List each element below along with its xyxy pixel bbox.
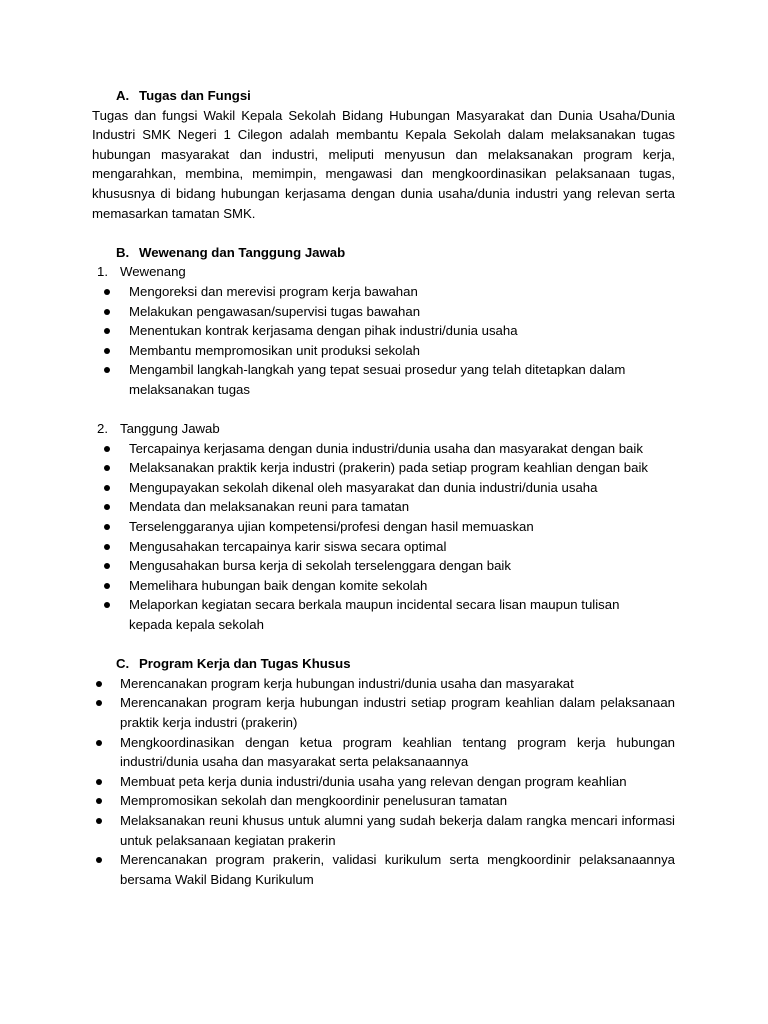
wewenang-number: 1. xyxy=(97,264,108,280)
bullet-icon xyxy=(96,798,102,804)
list-item xyxy=(92,733,675,772)
list-item-text: Terselenggaranya ujian kompetensi/profesi dengan hasil memuaskan xyxy=(129,519,534,535)
spacer xyxy=(92,400,675,420)
tanggung-jawab-heading xyxy=(92,419,675,439)
list-item-text: Tercapainya kerjasama dengan dunia industri/dunia usaha dan masyarakat dengan baik xyxy=(129,440,643,456)
bullet-icon xyxy=(96,857,102,863)
bullet-icon xyxy=(104,544,110,550)
bullet-icon xyxy=(104,328,110,334)
bullet-icon xyxy=(104,524,110,530)
list-item-text: Membuat peta kerja dunia industri/dunia usaha yang relevan dengan program keahlian xyxy=(120,773,627,789)
list-item xyxy=(92,850,675,889)
list-item xyxy=(92,497,655,517)
list-item-text: Mengusahakan bursa kerja di sekolah terselenggara dengan baik xyxy=(129,558,511,574)
list-item-text: Merencanakan program kerja hubungan industri setiap program keahlian dalam pelaksanaan praktik kerja industri (prakerin) xyxy=(120,695,675,730)
list-item-text: Melaksanakan reuni khusus untuk alumni yang sudah bekerja dalam rangka mencari informasi untuk pelaksanaan kegiatan prakerin xyxy=(120,812,675,848)
bullet-icon xyxy=(96,740,102,746)
list-item-text: Melaksanakan praktik kerja industri (prakerin) pada setiap program keahlian dengan baik xyxy=(129,460,648,476)
list-item xyxy=(92,772,675,792)
list-item xyxy=(92,282,675,302)
list-item-text: Mempromosikan sekolah dan mengkoordinir penelusuran tamatan xyxy=(120,793,508,809)
bullet-icon xyxy=(104,446,110,452)
bullet-icon xyxy=(104,289,110,295)
bullet-icon xyxy=(96,818,102,824)
list-item xyxy=(92,302,675,322)
section-a-title: Tugas dan Fungsi xyxy=(139,88,251,103)
bullet-icon xyxy=(96,700,102,706)
section-a-letter: A. xyxy=(116,88,130,103)
list-item-text: Merencanakan program kerja hubungan industri/dunia usaha dan masyarakat xyxy=(120,675,574,691)
bullet-icon xyxy=(104,583,110,589)
list-item-text: Mengambil langkah-langkah yang tepat sesuai prosedur yang telah ditetapkan dalam melaksanakan tugas xyxy=(129,362,626,397)
list-item-text: Merencanakan program prakerin, validasi kurikulum serta mengkoordinir pelaksanaannya bersama Wakil Bidang Kurikulum xyxy=(120,852,675,887)
list-item-text: Menentukan kontrak kerjasama dengan pihak industri/dunia usaha xyxy=(129,323,518,339)
list-item xyxy=(92,341,675,361)
tanggung-jawab-number: 2. xyxy=(97,421,108,437)
bullet-icon xyxy=(96,681,102,687)
list-item xyxy=(92,478,655,498)
wewenang-list xyxy=(92,282,675,400)
spacer xyxy=(92,635,675,655)
spacer xyxy=(92,223,675,243)
section-a-paragraph: Tugas dan fungsi Wakil Kepala Sekolah Bidang Hubungan Masyarakat dan Dunia Usaha/Dunia Industri SMK Negeri 1 Cilegon adalah membantu Kepala Sekolah dalam melaksanakan tugas hubungan masyarakat dan industri, meliputi menyusun dan melaksanakan program kerja, mengarahkan, membina, memimpin, mengawasi dan mengkoordinasikan pelaksanaan tugas, khususnya di bidang hubungan kerjasama dengan dunia usaha/dunia industri yang relevan serta memasarkan tamatan SMK. xyxy=(92,107,675,221)
list-item xyxy=(92,791,675,811)
tanggung-jawab-list xyxy=(92,439,675,635)
list-item-text: Mengupayakan sekolah dikenal oleh masyarakat dan dunia industri/dunia usaha xyxy=(129,479,598,495)
list-item xyxy=(92,693,675,732)
bullet-icon xyxy=(96,779,102,785)
list-item xyxy=(92,517,655,537)
section-b-heading xyxy=(92,243,675,263)
tanggung-jawab-title: Tanggung Jawab xyxy=(120,421,220,437)
wewenang-heading xyxy=(92,262,675,282)
list-item xyxy=(92,811,675,850)
bullet-icon xyxy=(104,367,110,373)
list-item-text: Melaporkan kegiatan secara berkala maupun incidental secara lisan maupun tulisan kepada kepala sekolah xyxy=(129,597,620,633)
list-item-text: Melakukan pengawasan/supervisi tugas bawahan xyxy=(129,303,421,319)
bullet-icon xyxy=(104,465,110,471)
bullet-icon xyxy=(104,309,110,315)
wewenang-title: Wewenang xyxy=(120,264,186,280)
list-item xyxy=(92,595,655,634)
section-c-title: Program Kerja dan Tugas Khusus xyxy=(139,656,351,672)
program-kerja-list xyxy=(92,674,675,890)
document-page xyxy=(92,86,675,889)
bullet-icon xyxy=(104,485,110,491)
list-item xyxy=(92,576,655,596)
list-item-text: Membantu mempromosikan unit produksi sekolah xyxy=(129,342,420,358)
section-c-heading xyxy=(92,654,675,674)
list-item xyxy=(92,556,655,576)
section-a-heading xyxy=(92,86,675,106)
section-b-title: Wewenang dan Tanggung Jawab xyxy=(139,244,346,260)
list-item xyxy=(92,360,675,399)
bullet-icon xyxy=(104,602,110,608)
bullet-icon xyxy=(104,563,110,569)
list-item xyxy=(92,458,655,478)
bullet-icon xyxy=(104,348,110,354)
list-item-text: Mengoreksi dan merevisi program kerja bawahan xyxy=(129,283,418,299)
bullet-icon xyxy=(104,504,110,510)
list-item-text: Mengkoordinasikan dengan ketua program keahlian tentang program kerja hubungan industri/dunia usaha dan masyarakat serta pelaksanaannya xyxy=(120,734,675,770)
list-item-text: Memelihara hubungan baik dengan komite sekolah xyxy=(129,577,428,593)
list-item xyxy=(92,674,675,694)
list-item-text: Mendata dan melaksanakan reuni para tamatan xyxy=(129,499,410,515)
list-item xyxy=(92,321,675,341)
list-item xyxy=(92,537,655,557)
list-item-text: Mengusahakan tercapainya karir siswa secara optimal xyxy=(129,538,447,554)
section-b-letter: B. xyxy=(116,244,130,260)
section-c-letter: C. xyxy=(116,656,130,672)
list-item xyxy=(92,439,655,459)
